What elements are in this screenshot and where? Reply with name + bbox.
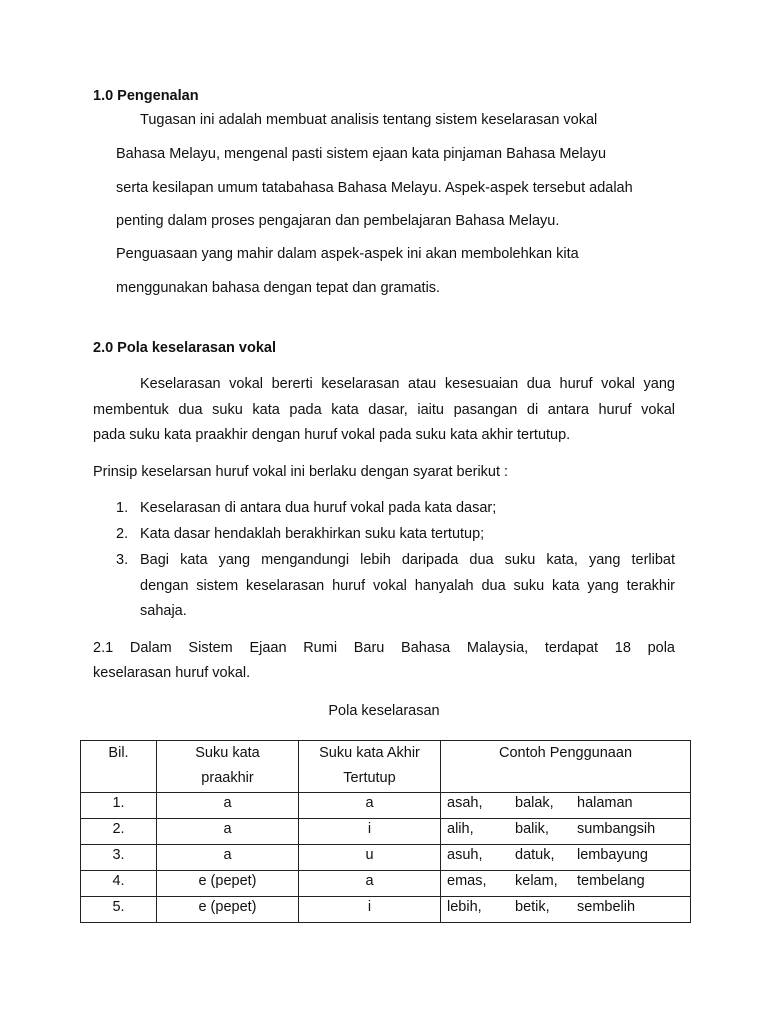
- header-akhir: Suku kata Akhir Tertutup: [299, 741, 441, 793]
- prinsip-intro: Prinsip keselarsan huruf vokal ini berlaku dengan syarat berikut :: [93, 464, 509, 480]
- header-bil: Bil.: [81, 741, 157, 793]
- table-header-row: [81, 741, 691, 793]
- cell-bil: 5.: [81, 897, 157, 923]
- list-number: 2.: [116, 526, 129, 542]
- list-number: 3.: [116, 552, 129, 568]
- cell-praakhir: e (pepet): [157, 871, 299, 897]
- cell-bil: 4.: [81, 871, 157, 897]
- paragraph-line: Tugasan ini adalah membuat analisis tentang sistem keselarasan vokal: [140, 112, 598, 128]
- list-item: Bagi kata yang mengandungi lebih daripada dua suku kata, yang terlibat: [140, 552, 675, 568]
- list-item: Kata dasar hendaklah berakhirkan suku kata tertutup;: [140, 526, 485, 542]
- list-item: sahaja.: [140, 603, 187, 619]
- paragraph-line: pada suku kata praakhir dengan huruf vokal pada suku kata akhir tertutup.: [93, 427, 571, 443]
- cell-praakhir: a: [157, 819, 299, 845]
- cell-bil: 3.: [81, 845, 157, 871]
- table-row: [81, 897, 691, 923]
- table-row: [81, 871, 691, 897]
- list-item: dengan sistem keselarasan huruf vokal hanyalah dua suku kata yang terakhir: [140, 578, 675, 594]
- cell-bil: 1.: [81, 793, 157, 819]
- paragraph-line: Keselarasan vokal bererti keselarasan atau kesesuaian dua huruf vokal yang: [140, 376, 675, 392]
- cell-contoh: alih, balik, sumbangsih: [441, 819, 691, 845]
- section-heading-pengenalan: 1.0 Pengenalan: [93, 88, 199, 104]
- table-caption: Pola keselarasan: [328, 703, 440, 719]
- section-heading-pola: 2.0 Pola keselarasan vokal: [93, 340, 276, 356]
- cell-akhir: i: [299, 819, 441, 845]
- table-row: [81, 793, 691, 819]
- paragraph-line: penting dalam proses pengajaran dan pembelajaran Bahasa Melayu.: [116, 213, 560, 229]
- cell-akhir: i: [299, 897, 441, 923]
- paragraph-line: 2.1 Dalam Sistem Ejaan Rumi Baru Bahasa Malaysia, terdapat 18 pola: [93, 640, 675, 656]
- cell-contoh: emas, kelam, tembelang: [441, 871, 691, 897]
- cell-praakhir: a: [157, 793, 299, 819]
- cell-contoh: lebih, betik, sembelih: [441, 897, 691, 923]
- list-number: 1.: [116, 500, 129, 516]
- cell-akhir: u: [299, 845, 441, 871]
- cell-contoh: asuh, datuk, lembayung: [441, 845, 691, 871]
- cell-contoh: asah, balak, halaman: [441, 793, 691, 819]
- pola-keselarasan-table: [80, 740, 691, 923]
- paragraph-line: keselarasan huruf vokal.: [93, 665, 251, 681]
- cell-praakhir: a: [157, 845, 299, 871]
- table-row: [81, 845, 691, 871]
- paragraph-line: Penguasaan yang mahir dalam aspek-aspek ini akan membolehkan kita: [116, 246, 579, 262]
- paragraph-line: Bahasa Melayu, mengenal pasti sistem ejaan kata pinjaman Bahasa Melayu: [116, 146, 607, 162]
- paragraph-line: serta kesilapan umum tatabahasa Bahasa Melayu. Aspek-aspek tersebut adalah: [116, 180, 633, 196]
- cell-akhir: a: [299, 793, 441, 819]
- header-praakhir: Suku kata praakhir: [157, 741, 299, 793]
- table-row: [81, 819, 691, 845]
- header-contoh: Contoh Penggunaan: [441, 741, 691, 793]
- cell-praakhir: e (pepet): [157, 897, 299, 923]
- cell-akhir: a: [299, 871, 441, 897]
- list-item: Keselarasan di antara dua huruf vokal pada kata dasar;: [140, 500, 497, 516]
- paragraph-line: membentuk dua suku kata pada kata dasar, iaitu pasangan di antara huruf vokal: [93, 402, 675, 418]
- cell-bil: 2.: [81, 819, 157, 845]
- paragraph-line: menggunakan bahasa dengan tepat dan gramatis.: [116, 280, 441, 296]
